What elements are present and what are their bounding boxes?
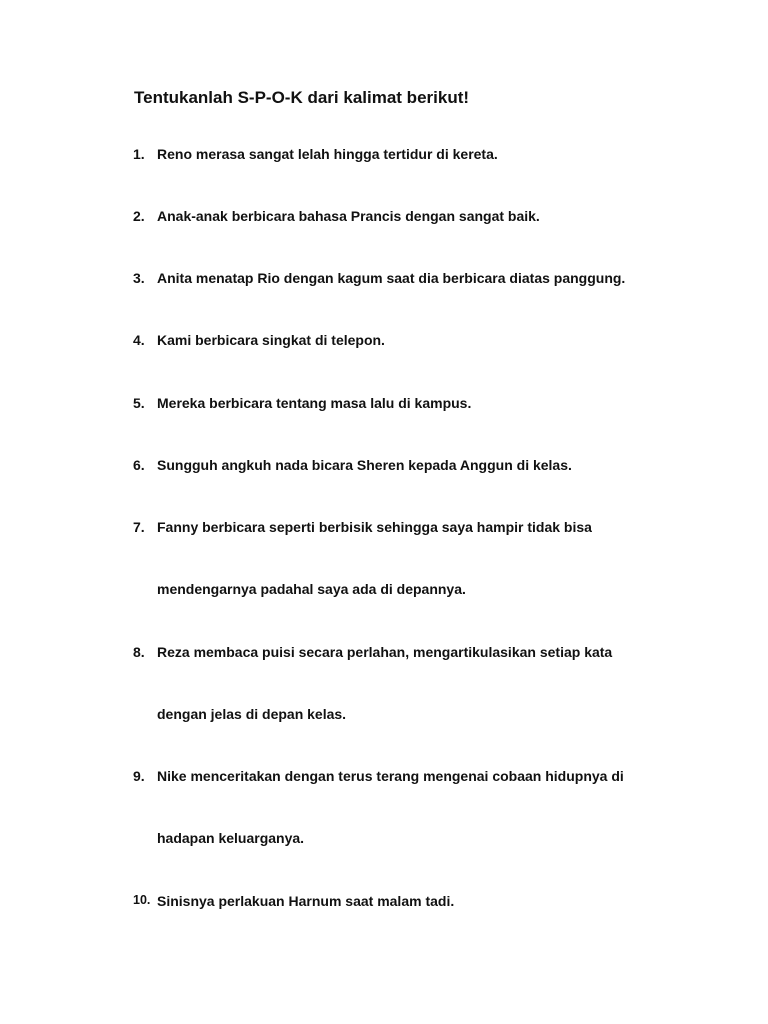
item-text-continued: dengan jelas di depan kelas.: [157, 706, 347, 722]
item-number: 8.: [133, 644, 145, 660]
page-title: Tentukanlah S-P-O-K dari kalimat berikut!: [134, 88, 470, 107]
item-number: 1.: [133, 146, 145, 162]
item-number: 9.: [133, 768, 145, 784]
item-number: 10.: [133, 893, 151, 907]
item-text: Sinisnya perlakuan Harnum saat malam tadi.: [157, 893, 455, 909]
item-text: Mereka berbicara tentang masa lalu di kampus.: [157, 395, 472, 411]
item-number: 7.: [133, 519, 145, 535]
item-text: Reza membaca puisi secara perlahan, mengartikulasikan setiap kata: [157, 644, 613, 660]
item-number: 3.: [133, 270, 145, 286]
item-text: Fanny berbicara seperti berbisik sehingga saya hampir tidak bisa: [157, 519, 592, 535]
item-number: 6.: [133, 457, 145, 473]
item-text: Nike menceritakan dengan terus terang mengenai cobaan hidupnya di: [157, 768, 624, 784]
item-text: Kami berbicara singkat di telepon.: [157, 332, 385, 348]
item-number: 2.: [133, 208, 145, 224]
item-text: Anak-anak berbicara bahasa Prancis dengan sangat baik.: [157, 208, 540, 224]
item-text: Sungguh angkuh nada bicara Sheren kepada Anggun di kelas.: [157, 457, 572, 473]
item-text: Reno merasa sangat lelah hingga tertidur di kereta.: [157, 146, 498, 162]
item-number: 4.: [133, 332, 145, 348]
item-text: Anita menatap Rio dengan kagum saat dia berbicara diatas panggung.: [157, 270, 626, 286]
item-text-continued: hadapan keluarganya.: [157, 830, 305, 846]
item-number: 5.: [133, 395, 145, 411]
item-text-continued: mendengarnya padahal saya ada di depannya.: [157, 581, 466, 597]
